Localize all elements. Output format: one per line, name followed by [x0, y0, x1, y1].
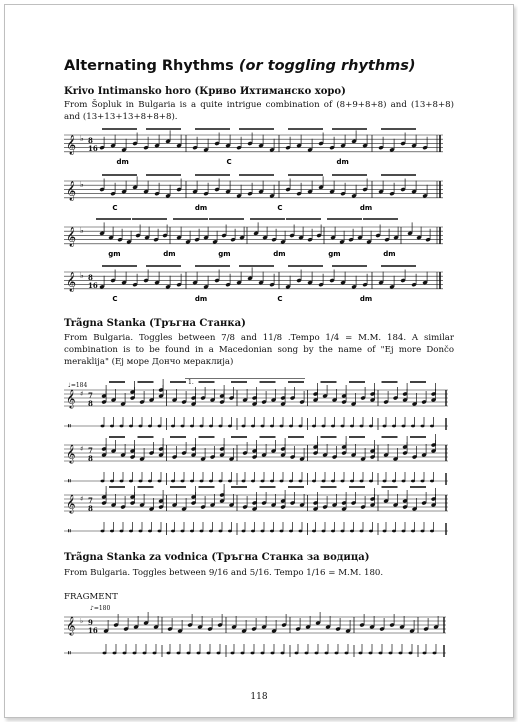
- percussion-note: [299, 425, 303, 428]
- chord-label: dm: [359, 295, 373, 303]
- percussion-note: [331, 530, 335, 533]
- treble-clef-icon: 𝄞: [66, 181, 77, 201]
- percussion-note: [433, 652, 437, 655]
- percussion-note: [430, 530, 434, 533]
- percussion-note: [261, 652, 265, 655]
- percussion-note: [389, 652, 393, 655]
- percussion-note: [153, 652, 157, 655]
- chord-label: dm: [163, 250, 176, 258]
- percussion-note: [261, 530, 265, 533]
- percussion-note: [251, 480, 255, 483]
- fragment-label: FRAGMENT: [64, 592, 118, 602]
- percussion-note: [280, 425, 284, 428]
- percussion-note: [312, 425, 316, 428]
- percussion-note: [200, 530, 204, 533]
- time-signature: 7: [88, 391, 93, 400]
- volta-number: 1.: [188, 379, 194, 386]
- percussion-note: [167, 652, 171, 655]
- percussion-note: [148, 530, 152, 533]
- percussion-clef-icon: 𝄥: [68, 422, 71, 432]
- percussion-note: [190, 530, 194, 533]
- time-signature: 16: [88, 626, 98, 635]
- chord-label: dm: [383, 250, 396, 258]
- chord-label: dm: [116, 158, 129, 166]
- percussion-note: [200, 425, 204, 428]
- percussion-note: [261, 480, 265, 483]
- percussion-note: [197, 652, 201, 655]
- chord-label: dm: [194, 295, 208, 303]
- percussion-note: [331, 480, 335, 483]
- percussion-note: [209, 480, 213, 483]
- percussion-note: [270, 480, 274, 483]
- percussion-note: [369, 652, 373, 655]
- percussion-note: [421, 425, 425, 428]
- percussion-note: [181, 480, 185, 483]
- percussion-note: [158, 480, 162, 483]
- percussion-note: [228, 480, 232, 483]
- percussion-note: [181, 425, 185, 428]
- percussion-note: [281, 652, 285, 655]
- chord-label: dm: [194, 204, 208, 212]
- treble-clef-icon: 𝄞: [66, 444, 76, 463]
- percussion-note: [103, 652, 107, 655]
- chord-label: gm: [328, 250, 341, 258]
- percussion-note: [270, 425, 274, 428]
- percussion-note: [171, 530, 175, 533]
- percussion-note: [331, 425, 335, 428]
- percussion-note: [392, 480, 396, 483]
- percussion-note: [129, 480, 133, 483]
- percussion-note: [228, 425, 232, 428]
- percussion-note: [101, 530, 105, 533]
- sharp-icon: ♯: [80, 445, 84, 453]
- percussion-note: [219, 530, 223, 533]
- time-signature: 7: [88, 496, 93, 505]
- percussion-note: [411, 480, 415, 483]
- percussion-note: [190, 480, 194, 483]
- percussion-note: [315, 652, 319, 655]
- percussion-note: [139, 480, 143, 483]
- flat-icon: ♭: [80, 617, 84, 625]
- percussion-note: [383, 480, 387, 483]
- percussion-note: [299, 530, 303, 533]
- section-heading-krivo: Krivo Intimansko horo (Криво Ихтиманско хоро): [64, 86, 346, 97]
- chord-label: C: [112, 204, 118, 212]
- percussion-note: [101, 480, 105, 483]
- chord-label: C: [112, 295, 118, 303]
- percussion-note: [359, 652, 363, 655]
- percussion-note: [350, 480, 354, 483]
- percussion-note: [409, 652, 413, 655]
- percussion-clef-icon: 𝄥: [68, 527, 71, 537]
- chord-label: dm: [273, 250, 286, 258]
- page-number: 118: [250, 692, 268, 702]
- percussion-note: [251, 652, 255, 655]
- percussion-note: [392, 425, 396, 428]
- percussion-note: [209, 425, 213, 428]
- percussion-note: [148, 480, 152, 483]
- percussion-note: [113, 652, 117, 655]
- time-signature: 8: [88, 504, 93, 513]
- percussion-note: [341, 425, 345, 428]
- chord-label: C: [277, 295, 283, 303]
- percussion-note: [369, 530, 373, 533]
- percussion-note: [411, 425, 415, 428]
- percussion-note: [305, 652, 309, 655]
- treble-clef-icon: 𝄞: [66, 494, 76, 513]
- tempo-marking: ♩=184: [68, 382, 88, 389]
- percussion-note: [120, 425, 124, 428]
- percussion-note: [129, 425, 133, 428]
- percussion-note: [345, 652, 349, 655]
- percussion-note: [289, 480, 293, 483]
- percussion-note: [312, 530, 316, 533]
- chord-label: gm: [108, 250, 121, 258]
- percussion-note: [158, 425, 162, 428]
- percussion-clef-icon: 𝄥: [68, 649, 71, 659]
- percussion-note: [322, 480, 326, 483]
- chord-label: dm: [336, 158, 349, 166]
- section-heading-tragna: Trãgna Stanka (Тръгна Станка): [64, 318, 246, 329]
- percussion-note: [120, 530, 124, 533]
- percussion-note: [360, 480, 364, 483]
- percussion-note: [383, 530, 387, 533]
- percussion-note: [399, 652, 403, 655]
- percussion-note: [242, 530, 246, 533]
- sharp-icon: ♯: [80, 495, 84, 503]
- treble-clef-icon: 𝄞: [66, 135, 77, 155]
- percussion-note: [139, 425, 143, 428]
- percussion-note: [411, 530, 415, 533]
- percussion-note: [200, 480, 204, 483]
- percussion-note: [402, 530, 406, 533]
- percussion-clef-icon: 𝄥: [68, 477, 71, 487]
- percussion-note: [392, 530, 396, 533]
- percussion-note: [360, 425, 364, 428]
- percussion-note: [219, 480, 223, 483]
- percussion-note: [280, 530, 284, 533]
- flat-icon: ♭: [80, 271, 84, 280]
- percussion-note: [289, 530, 293, 533]
- percussion-note: [379, 652, 383, 655]
- percussion-note: [110, 425, 114, 428]
- percussion-note: [219, 425, 223, 428]
- percussion-note: [251, 530, 255, 533]
- flat-icon: ♭: [80, 180, 84, 189]
- percussion-note: [322, 425, 326, 428]
- sharp-icon: ♯: [80, 390, 84, 398]
- section-text-tragna-vodnica: From Bulgaria. Toggles between 9/16 and 5/16. Tempo 1/16 = M.M. 180.: [64, 568, 384, 578]
- percussion-note: [217, 652, 221, 655]
- percussion-note: [270, 530, 274, 533]
- percussion-note: [123, 652, 127, 655]
- percussion-note: [251, 425, 255, 428]
- percussion-note: [369, 425, 373, 428]
- percussion-note: [181, 530, 185, 533]
- percussion-note: [383, 425, 387, 428]
- percussion-note: [158, 530, 162, 533]
- treble-clef-icon: 𝄞: [66, 272, 77, 292]
- percussion-note: [421, 530, 425, 533]
- percussion-note: [423, 652, 427, 655]
- percussion-note: [360, 530, 364, 533]
- time-signature: 8: [88, 399, 93, 408]
- percussion-note: [171, 425, 175, 428]
- percussion-note: [133, 652, 137, 655]
- chord-label: C: [226, 158, 232, 166]
- time-signature: 16: [88, 281, 98, 290]
- percussion-note: [110, 530, 114, 533]
- chord-label: dm: [359, 204, 373, 212]
- percussion-note: [335, 652, 339, 655]
- percussion-note: [341, 480, 345, 483]
- percussion-note: [242, 480, 246, 483]
- chord-label: C: [277, 204, 283, 212]
- percussion-note: [139, 530, 143, 533]
- section-heading-tragna-vodnica: Trãgna Stanka za vodnica (Тръгна Станка за водица): [64, 552, 370, 563]
- volta-bracket: [185, 378, 305, 379]
- percussion-note: [177, 652, 181, 655]
- percussion-note: [312, 480, 316, 483]
- percussion-note: [295, 652, 299, 655]
- treble-clef-icon: 𝄞: [66, 227, 77, 247]
- percussion-note: [299, 480, 303, 483]
- flat-icon: ♭: [80, 134, 84, 143]
- percussion-note: [289, 425, 293, 428]
- percussion-note: [209, 530, 213, 533]
- percussion-note: [148, 425, 152, 428]
- percussion-note: [350, 530, 354, 533]
- percussion-note: [280, 480, 284, 483]
- time-signature: 7: [88, 446, 93, 455]
- percussion-note: [402, 425, 406, 428]
- section-text-krivo: From Šopluk in Bulgaria is a quite intrigue combination of (8+9+8+8) and (13+8+8) and (13+13+13+8+8+8).: [64, 100, 454, 122]
- percussion-note: [231, 652, 235, 655]
- percussion-note: [341, 530, 345, 533]
- time-signature: 8: [88, 454, 93, 463]
- percussion-note: [402, 480, 406, 483]
- time-signature: 8: [88, 273, 93, 282]
- percussion-note: [190, 425, 194, 428]
- percussion-note: [430, 480, 434, 483]
- percussion-note: [187, 652, 191, 655]
- percussion-note: [241, 652, 245, 655]
- percussion-note: [322, 530, 326, 533]
- flat-icon: ♭: [80, 226, 84, 235]
- section-text-tragna: From Bulgaria. Toggles between 7/8 and 11/8 .Tempo 1/4 = M.M. 184. A similar combination is to be found in a Macedonian song by the name of "Ej more Dončo meraklija" (Еј море Дончо мераклија): [64, 333, 454, 367]
- percussion-note: [242, 425, 246, 428]
- percussion-note: [228, 530, 232, 533]
- percussion-note: [350, 425, 354, 428]
- treble-clef-icon: 𝄞: [66, 389, 76, 408]
- page-title: Alternating Rhythms (or toggling rhythms): [64, 58, 416, 74]
- percussion-note: [261, 425, 265, 428]
- time-signature: 9: [88, 618, 93, 627]
- percussion-note: [369, 480, 373, 483]
- percussion-note: [421, 480, 425, 483]
- percussion-note: [143, 652, 147, 655]
- percussion-note: [101, 425, 105, 428]
- percussion-note: [129, 530, 133, 533]
- percussion-note: [120, 480, 124, 483]
- chord-label: gm: [218, 250, 231, 258]
- tempo-marking: ♪=180: [90, 605, 111, 612]
- time-signature: 16: [88, 144, 98, 153]
- percussion-note: [207, 652, 211, 655]
- percussion-note: [110, 480, 114, 483]
- treble-clef-icon: 𝄞: [66, 616, 76, 635]
- percussion-note: [171, 480, 175, 483]
- percussion-note: [430, 425, 434, 428]
- percussion-note: [271, 652, 275, 655]
- percussion-note: [325, 652, 329, 655]
- time-signature: 8: [88, 136, 93, 145]
